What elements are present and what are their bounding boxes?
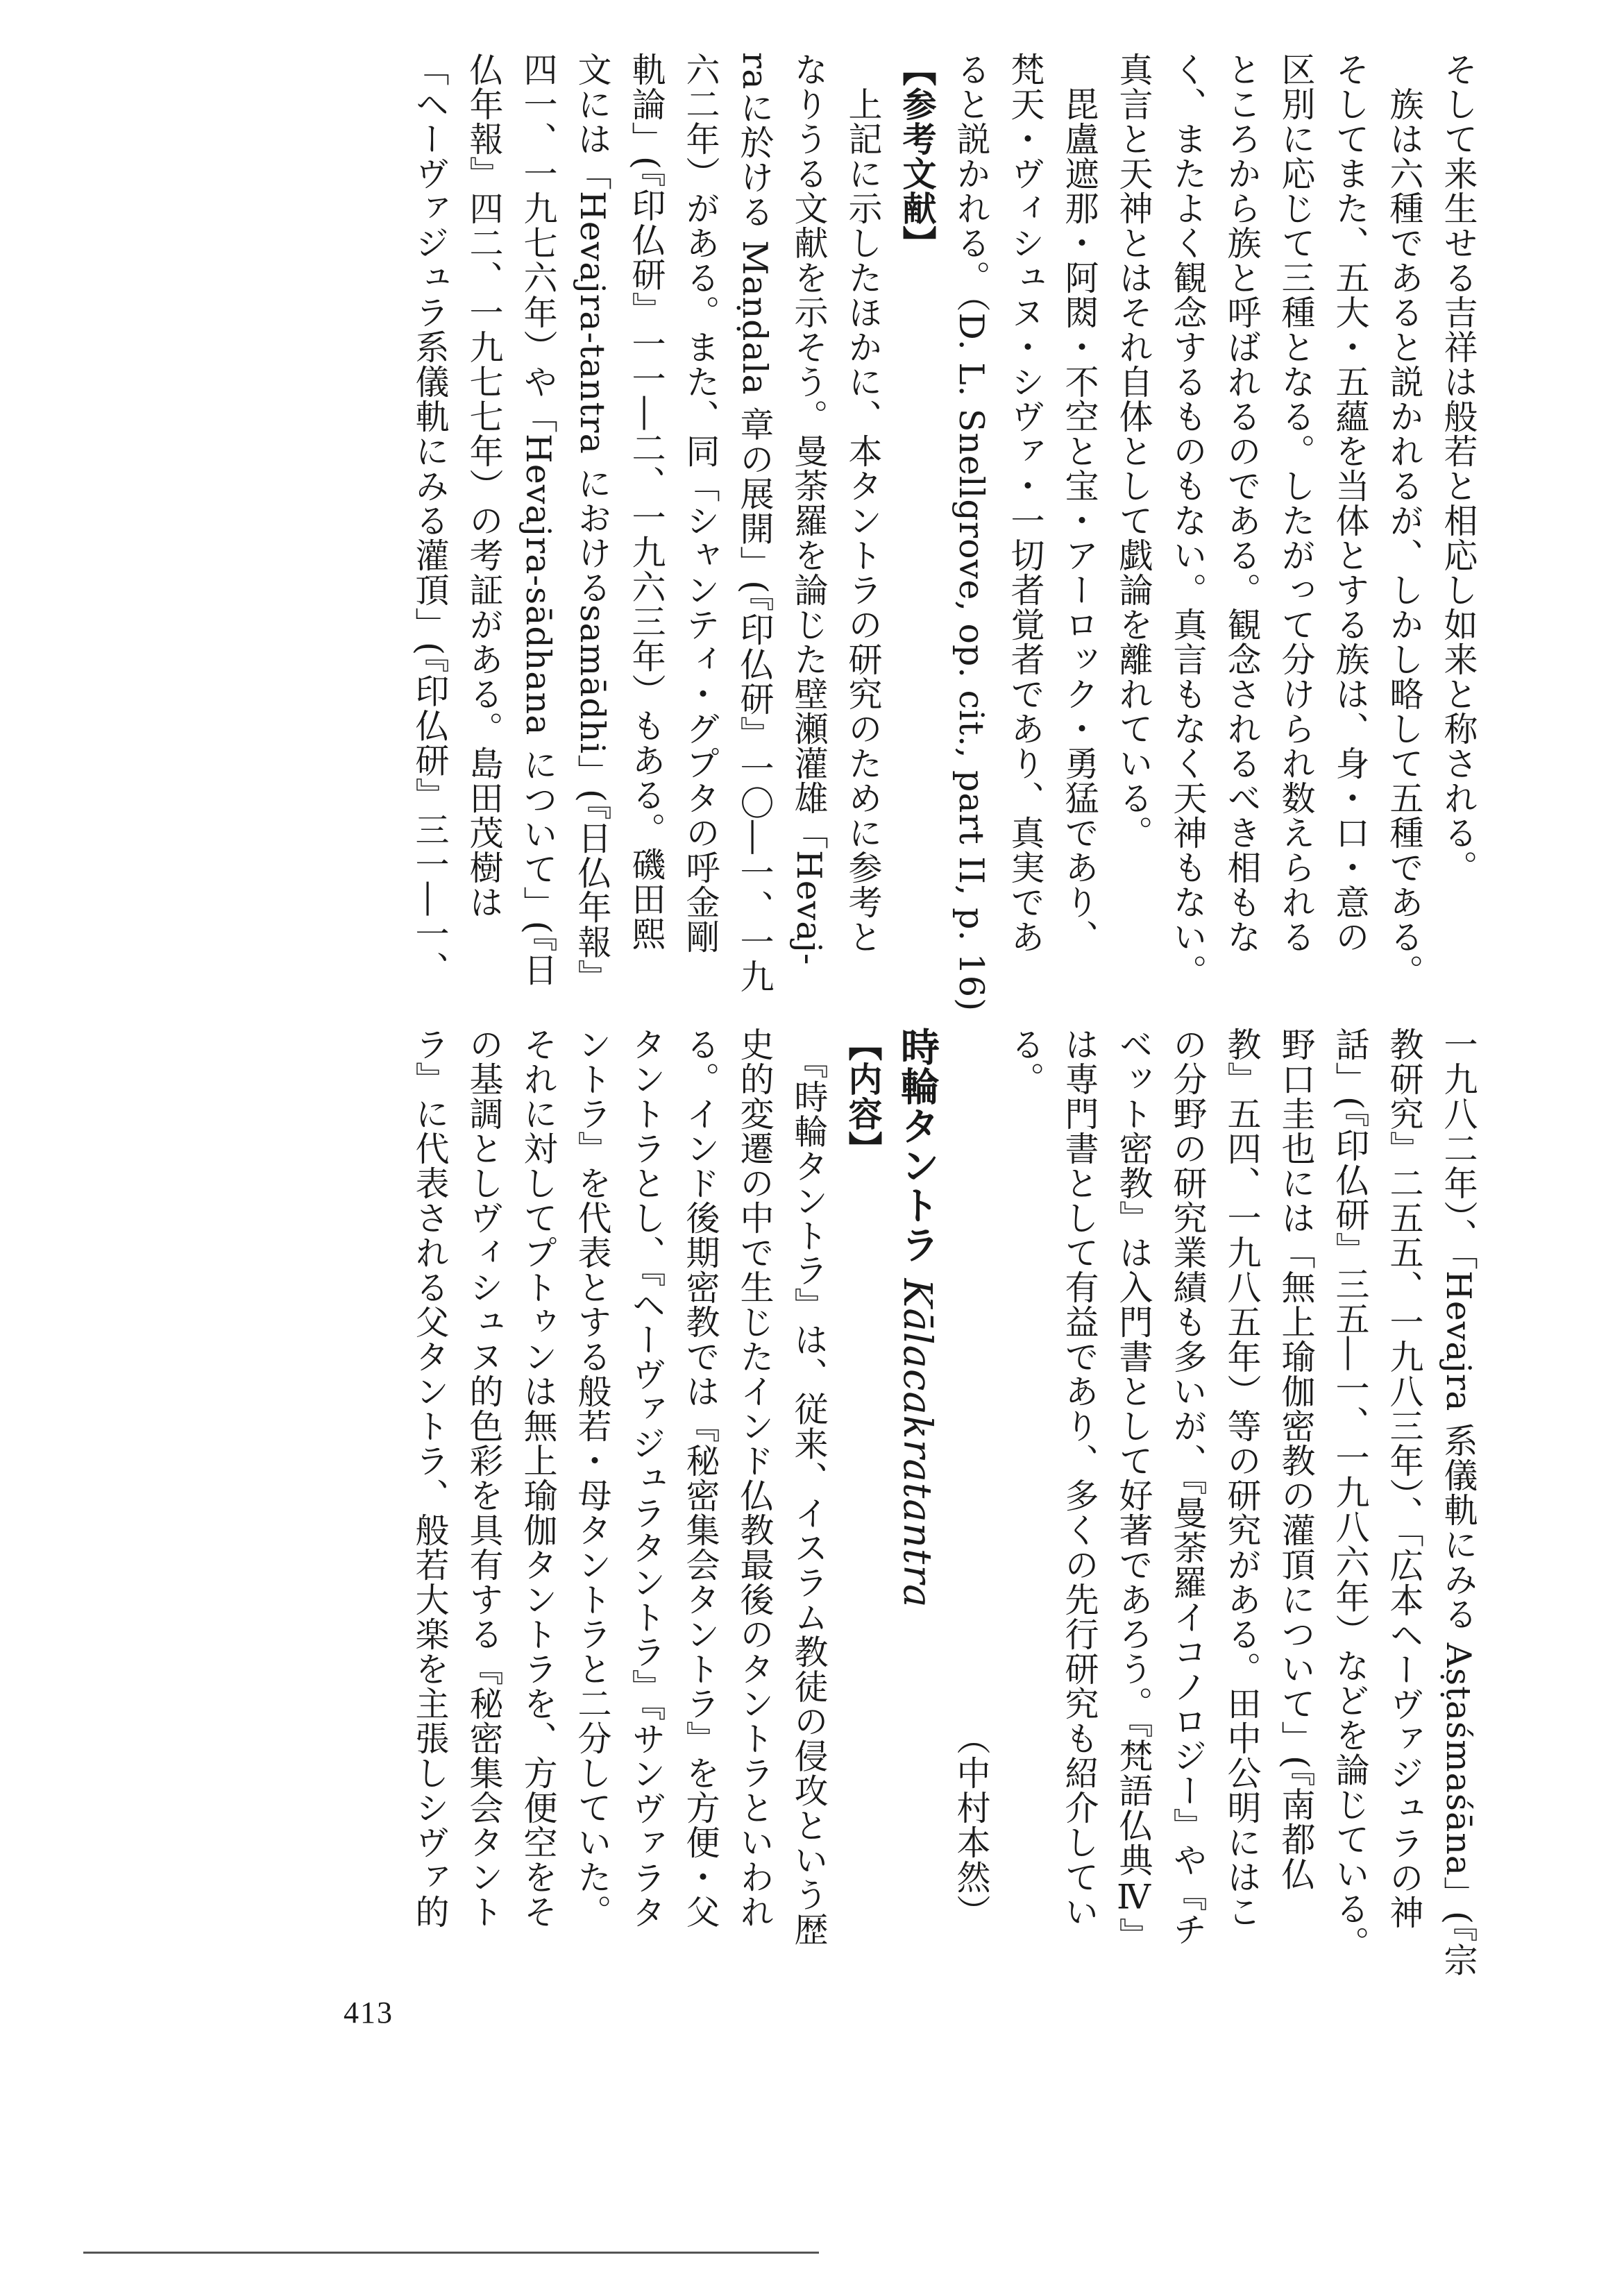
- content-line: 史的変遷の中で生じたインド仏教最後のタントラといわれ: [735, 1027, 775, 1929]
- entry-title: [890, 1027, 944, 1929]
- reference-line: 文には「Hevajra-tantra におけるsamādhi」(『日仏年報』: [573, 52, 612, 994]
- reference-line: 軌論」(『印仏研』一一―二、一九六三年）もある。磯田熙: [627, 52, 666, 951]
- page-number: 413: [344, 1996, 394, 2030]
- reference-line: 上記に示したほかに、本タントラの研究のために参考と: [843, 52, 883, 954]
- text-line: そしてまた、五大・五蘊を当体とする族は、身・口・意の: [1330, 52, 1370, 954]
- content-line: る。インド後期密教では『秘密集会タントラ』を方便・父: [681, 1027, 720, 1929]
- reference-line: なりうる文献を示そう。曼荼羅を論じた壁瀬灌雄「Hevaj-: [789, 52, 829, 966]
- text-line: く、またよく観念するものもない。真言もなく天神もない。: [1168, 52, 1208, 989]
- text-line: ところから族と呼ばれるのである。観念されるべき相もな: [1222, 52, 1262, 954]
- reference-line: 四一、一九七六年）や「Hevajra-sādhana について」(『日: [518, 52, 558, 987]
- content-line: ントラ』を代表とする般若・母タントラと二分していた。: [573, 1027, 612, 1929]
- reference-line: 野口圭也には「無上瑜伽密教の灌頂について」(『南都仏: [1276, 1027, 1316, 1891]
- entry-title-japanese: 時輪タントラ: [895, 1027, 940, 1264]
- author-credit: （中村本然）: [951, 1721, 991, 1929]
- reference-line: ベット密教』は入門書として好著であろう。『梵語仏典Ⅳ』: [1114, 1027, 1153, 1953]
- content-line: ラ』に代表される父タントラ、般若大楽を主張しシヴァ的: [410, 1027, 450, 1929]
- entry-title-latin: Kālacakratantra: [895, 1278, 940, 1608]
- content-line: それに対してプトゥンは無上瑜伽タントラを、方便空をそ: [518, 1027, 558, 1929]
- reference-line: 教』五四、一九八五年）等の研究がある。田中公明にはこ: [1222, 1027, 1262, 1929]
- references-heading: 【参考文献】: [897, 52, 937, 260]
- text-line: 区別に応じて三種となる。したがって分けられ数えられる: [1276, 52, 1316, 954]
- text-line: 毘盧遮那・阿閦・不空と宝・アーロック・勇猛であり、: [1060, 52, 1099, 954]
- text-line: 真言と天神とはそれ自体として戯論を離れている。: [1114, 52, 1153, 850]
- text-line: ると説かれる。（D. L. Snellgrove, op. cit., part II, p. 16): [951, 52, 991, 1012]
- reference-line: raに於ける Maṇḍala 章の展開」(『印仏研』一〇―一、一九: [735, 52, 775, 994]
- text-line: 梵天・ヴィシュヌ・シヴァ・一切者覚者であり、真実であ: [1006, 52, 1045, 954]
- reference-line: 一九八二年）、「Hevajra 系儀軌にみる Aṣṭaśmaśāna」(『宗: [1439, 1027, 1478, 1978]
- reference-line: 仏年報』四二、一九七七年）の考証がある。島田茂樹は: [464, 52, 504, 919]
- reference-line: 六二年）がある。また、同「シャンティ・グプタの呼金剛: [681, 52, 720, 954]
- text-line: 族は六種であると説かれるが、しかし略して五種である。: [1385, 52, 1424, 989]
- reference-line: は専門書として有益であり、多くの先行研究も紹介してい: [1060, 1027, 1099, 1929]
- text-line: そして来生せる吉祥は般若と相応し如来と称される。: [1439, 52, 1478, 885]
- reference-line: の分野の研究業績も多いが、『曼荼羅イコノロジー』や『チ: [1168, 1027, 1208, 1947]
- reference-line: 「ヘーヴァジュラ系儀軌にみる灌頂」(『印仏研』三一―一、: [410, 52, 450, 986]
- bottom-rule-divider: [83, 2252, 819, 2254]
- content-line: タントラとし、『ヘーヴァジュラタントラ』『サンヴァラタ: [627, 1027, 666, 1930]
- reference-line: 教研究』二五五、一九八三年）、「広本ヘーヴァジュラの神: [1385, 1027, 1424, 1930]
- reference-line: る。: [1006, 1027, 1045, 1096]
- content-heading: 【内容】: [843, 1027, 883, 1166]
- lower-text-section: [403, 1027, 1485, 1978]
- content-line: の基調としヴィシュヌ的色彩を具有する『秘密集会タント: [464, 1027, 504, 1929]
- upper-text-section: [403, 52, 1485, 1012]
- content-line: 『時輪タントラ』は、従来、イスラム教徒の侵攻という歴: [789, 1027, 829, 1947]
- reference-line: 話」(『印仏研』三五―一、一九八六年）などを論じている。: [1330, 1027, 1370, 1961]
